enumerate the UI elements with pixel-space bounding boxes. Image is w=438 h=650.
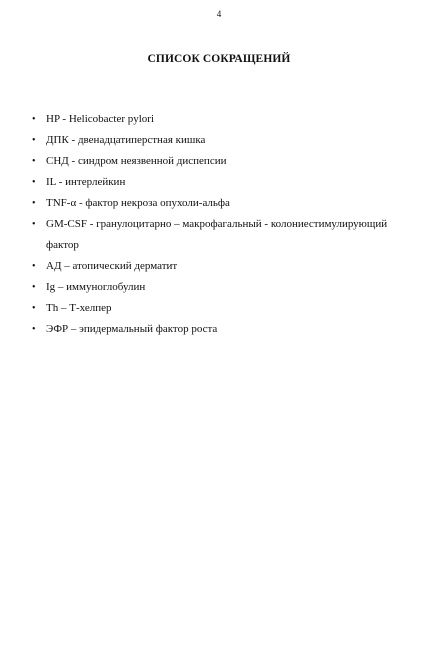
abbreviation-text: Th – Т-хелпер bbox=[46, 302, 112, 314]
list-item bbox=[32, 256, 422, 277]
abbreviation-text: TNF-α - фактор некроза опухоли-альфа bbox=[46, 197, 230, 209]
bullet-icon: • bbox=[32, 135, 36, 146]
bullet-icon: • bbox=[32, 303, 36, 314]
bullet-icon: • bbox=[32, 324, 36, 335]
list-item bbox=[32, 193, 422, 214]
list-item bbox=[32, 151, 422, 172]
bullet-icon: • bbox=[32, 261, 36, 272]
bullet-icon: • bbox=[32, 114, 36, 125]
abbreviation-text: Ig – иммуноглобулин bbox=[46, 281, 146, 293]
page-number: 4 bbox=[216, 9, 222, 19]
list-item bbox=[32, 109, 422, 130]
bullet-icon: • bbox=[32, 219, 36, 230]
list-item bbox=[32, 277, 422, 298]
abbreviation-text: IL - интерлейкин bbox=[46, 176, 126, 188]
list-item bbox=[32, 130, 422, 151]
list-item bbox=[32, 172, 422, 193]
list-item bbox=[32, 214, 422, 256]
abbreviation-text: СНД - синдром неязвенной диспепсии bbox=[46, 155, 227, 167]
list-item bbox=[32, 298, 422, 319]
bullet-icon: • bbox=[32, 156, 36, 167]
list-item bbox=[32, 319, 422, 340]
bullet-icon: • bbox=[32, 282, 36, 293]
bullet-icon: • bbox=[32, 177, 36, 188]
abbreviation-list bbox=[32, 109, 422, 340]
abbreviation-text: ЭФР – эпидермальный фактор роста bbox=[46, 323, 218, 335]
abbreviation-text: HP - Helicobacter pylori bbox=[46, 113, 155, 125]
bullet-icon: • bbox=[32, 198, 36, 209]
abbreviation-text: ДПК - двенадцатиперстная кишка bbox=[46, 134, 206, 146]
abbreviation-text: АД – атопический дерматит bbox=[46, 260, 178, 272]
page-title: СПИСОК СОКРАЩЕНИЙ bbox=[147, 53, 291, 65]
abbreviation-text: GM-CSF - гранулоцитарно – макрофагальный - колониестимулирующий фактор bbox=[46, 218, 388, 251]
